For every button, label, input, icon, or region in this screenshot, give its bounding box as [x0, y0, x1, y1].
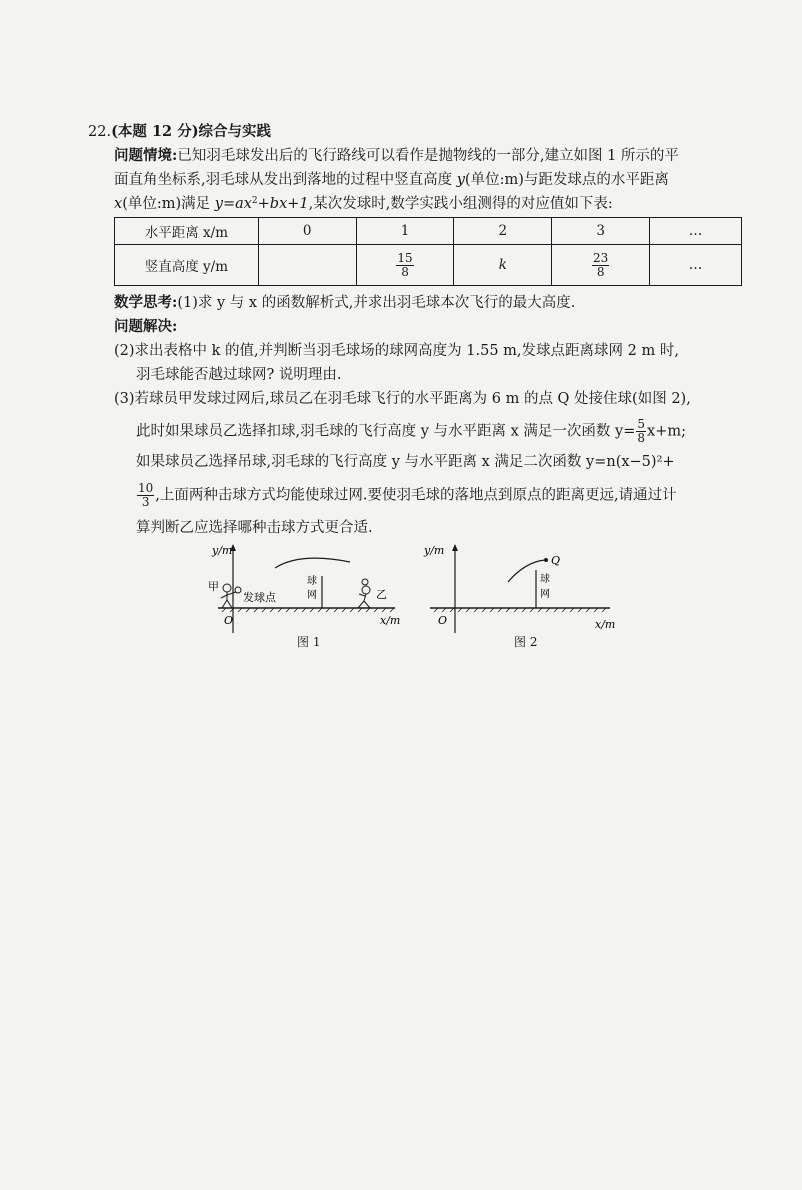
part-3-line-3: 如果球员乙选择吊球,羽毛球的飞行高度 y 与水平距离 x 满足二次函数 y=n(x−5)²+	[136, 454, 675, 470]
fraction: $\frac{5}{8}$	[637, 417, 646, 445]
question-title: (本题 12 分)综合与实践	[111, 123, 272, 140]
player-b-label: 乙	[376, 588, 387, 601]
origin-label: O	[438, 614, 448, 627]
net-label-1: 球	[307, 576, 317, 587]
x-axis-label: x/m	[595, 618, 616, 631]
part-3-line-5: 算判断乙应选择哪种击球方式更合适.	[136, 520, 373, 536]
x-axis-label: x/m	[380, 614, 401, 627]
part-1: 数学思考:(1)求 y 与 x 的函数解析式,并求出羽毛球本次飞行的最大高度.	[114, 294, 576, 311]
part-3-line-2: 此时如果球员乙选择扣球,羽毛球的飞行高度 y 与水平距离 x 满足一次函数 y= $\frac{5}{8}$ x+m;	[136, 417, 686, 445]
table-row: 竖直高度 y/m $\frac{15}{8}$ k $\frac{23}{8}$ …	[115, 245, 742, 286]
data-table	[114, 217, 742, 286]
row-label-y: 竖直高度 y/m	[115, 245, 259, 286]
fraction: $\frac{15}{8}$	[397, 250, 413, 279]
player-b-figure	[358, 579, 370, 608]
point-q-label: Q	[551, 554, 561, 567]
y-axis-label: y/m	[424, 544, 445, 557]
figure-1-caption: 图 1	[297, 635, 321, 649]
fraction: $\frac{10}{3}$	[138, 481, 154, 509]
point-q-marker	[544, 558, 548, 562]
fraction: $\frac{23}{8}$	[593, 250, 609, 279]
y-axis-label: y/m	[212, 544, 233, 557]
figure-2-drawing	[420, 538, 620, 638]
scenario-label: 问题情境:	[114, 147, 178, 164]
trajectory-arc	[275, 558, 350, 568]
figure-2	[420, 538, 620, 638]
net-label-1: 球	[540, 574, 550, 585]
part-2-line-1: (2)求出表格中 k 的值,并判断当羽毛球场的球网高度为 1.55 m,发球点距离球网 2 m 时,	[114, 343, 679, 359]
scenario-line-1: 问题情境:已知羽毛球发出后的飞行路线可以看作是抛物线的一部分,建立如图 1 所示的平	[114, 147, 679, 164]
player-a-figure	[221, 584, 241, 608]
solve-label: 问题解决:	[114, 318, 178, 335]
scenario-line-3: x(单位:m)满足 $y=ax^2+bx+1$,某次发球时,数学实践小组测得的对应值如下表:	[114, 196, 613, 212]
part-3-line-1: (3)若球员甲发球过网后,球员乙在羽毛球飞行的水平距离为 6 m 的点 Q 处接住球(如图 2),	[114, 391, 691, 407]
scenario-line-2: 面直角坐标系,羽毛球从发出到落地的过程中竖直高度 y(单位:m)与距发球点的水平距离	[114, 172, 669, 188]
net-label-2: 网	[307, 590, 317, 601]
figure-2-caption: 图 2	[514, 635, 538, 649]
question-header	[88, 122, 271, 142]
net-label-2: 网	[540, 589, 550, 600]
question-number: 22.	[88, 124, 112, 140]
player-a-label: 甲	[208, 580, 219, 593]
part-2-line-2: 羽毛球能否越过球网? 说明理由.	[136, 367, 342, 383]
row-label-x: 水平距离 x/m	[115, 218, 259, 245]
serve-point-label: 发球点	[243, 591, 276, 604]
y-axis-arrow-icon	[452, 544, 458, 551]
table-row: 水平距离 x/m 0 1 2 3 …	[115, 218, 742, 245]
origin-label: O	[224, 614, 234, 627]
part-3-line-4: $\frac{10}{3}$ ,上面两种击球方式均能使球过网.要使羽毛球的落地点到原点的距离更远,请通过计	[138, 481, 677, 509]
figure-1	[200, 538, 410, 638]
figure-1-drawing	[200, 538, 410, 638]
